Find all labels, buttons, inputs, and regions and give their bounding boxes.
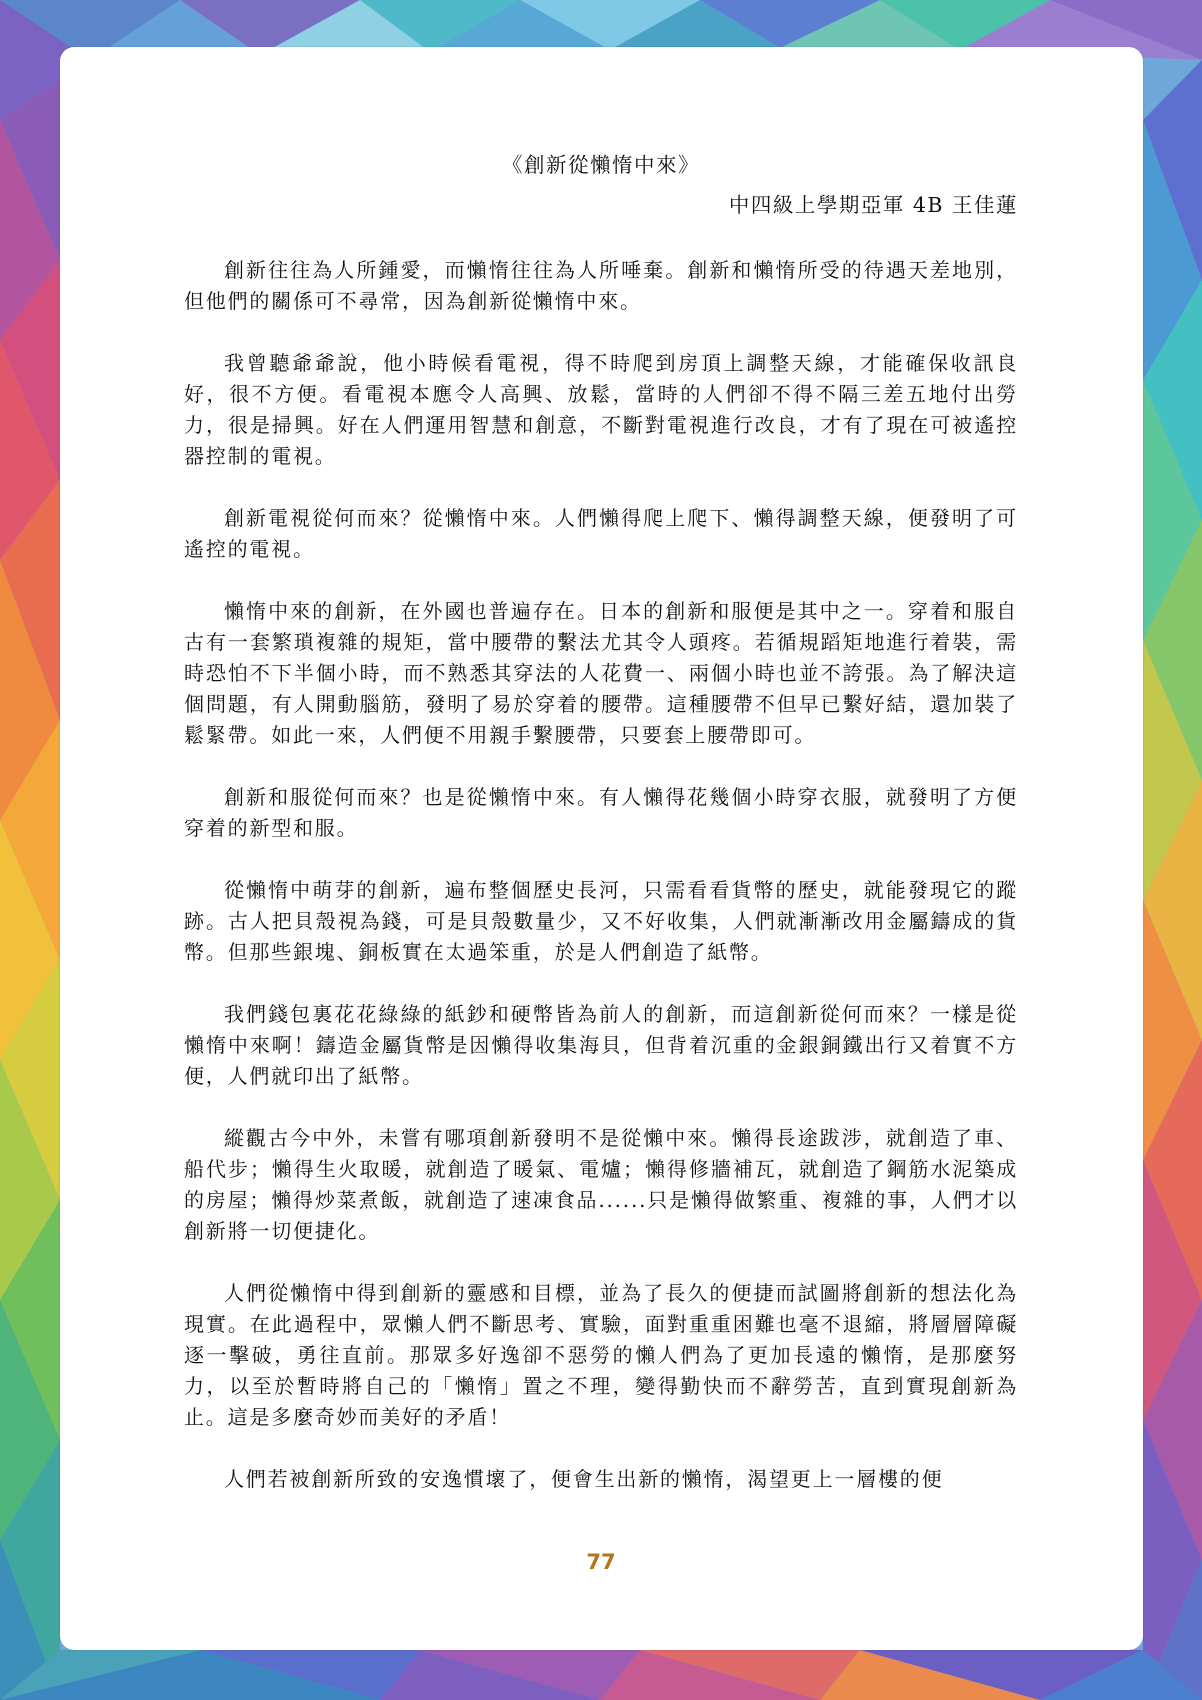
paragraph: 創新往往為人所鍾愛，而懶惰往往為人所唾棄。創新和懶惰所受的待遇天差地別，但他們的關係可不尋常，因為創新從懶惰中來。 — [184, 258, 1018, 313]
paragraph: 人們若被創新所致的安逸慣壞了，便會生出新的懶惰，渴望更上一層樓的便 — [224, 1467, 944, 1491]
paragraph: 從懶惰中萌芽的創新，遍布整個歷史長河，只需看看貨幣的歷史，就能發現它的蹤跡。古人把貝殼視為錢，可是貝殼數量少，又不好收集，人們就漸漸改用金屬鑄成的貨幣。但那些銀塊、銅板實在太過笨重，於是人們創造了紙幣。 — [184, 878, 1018, 964]
paragraph: 人們從懶惰中得到創新的靈感和目標，並為了長久的便捷而試圖將創新的想法化為現實。在此過程中，眾懶人們不斷思考、實驗，面對重重困難也毫不退縮，將層層障礙逐一擊破，勇往直前。那眾多好逸卻不惡勞的懶人們為了更加長遠的懶惰，是那麼努力，以至於暫時將自己的「懶惰」置之不理，變得勤快而不辭勞苦，直到實現創新為止。這是多麼奇妙而美好的矛盾！ — [184, 1281, 1018, 1429]
essay-body — [184, 255, 1018, 1526]
paragraph: 我曾聽爺爺說，他小時候看電視，得不時爬到房頂上調整天線，才能確保收訊良好，很不方便。看電視本應令人高興、放鬆，當時的人們卻不得不隔三差五地付出勞力，很是掃興。好在人們運用智慧和創意，不斷對電視進行改良，才有了現在可被遙控器控制的電視。 — [184, 351, 1018, 468]
paragraph: 創新和服從何而來？也是從懶惰中來。有人懶得花幾個小時穿衣服，就發明了方便穿着的新型和服。 — [184, 785, 1018, 840]
paragraph: 我們錢包裏花花綠綠的紙鈔和硬幣皆為前人的創新，而這創新從何而來？一樣是從懶惰中來啊！鑄造金屬貨幣是因懶得收集海貝，但背着沉重的金銀銅鐵出行又着實不方便，人們就印出了紙幣。 — [184, 1002, 1018, 1088]
paragraph: 縱觀古今中外，未嘗有哪項創新發明不是從懶中來。懶得長途跋涉，就創造了車、船代步；懶得生火取暖，就創造了暖氣、電爐；懶得修牆補瓦，就創造了鋼筋水泥築成的房屋；懶得炒菜煮飯，就創造了速凍食品......只是懶得做繁重、複雜的事，人們才以創新將一切便捷化。 — [184, 1126, 1018, 1243]
page-number: 77 — [586, 1550, 616, 1574]
essay-title: 《創新從懶惰中來》 — [502, 153, 700, 177]
paragraph: 創新電視從何而來？從懶惰中來。人們懶得爬上爬下、懶得調整天線，便發明了可遙控的電視。 — [184, 506, 1018, 561]
author-line: 中四級上學期亞軍 4B 王佳蓮 — [728, 193, 1018, 217]
paragraph: 懶惰中來的創新，在外國也普遍存在。日本的創新和服便是其中之一。穿着和服自古有一套繁瑣複雜的規矩，當中腰帶的繫法尤其令人頭疼。若循規蹈矩地進行着裝，需時恐怕不下半個小時，而不熟悉其穿法的人花費一、兩個小時也並不誇張。為了解決這個問題，有人開動腦筋，發明了易於穿着的腰帶。這種腰帶不但早已繫好結，還加裝了鬆緊帶。如此一來，人們便不用親手繫腰帶，只要套上腰帶即可。 — [184, 599, 1018, 747]
